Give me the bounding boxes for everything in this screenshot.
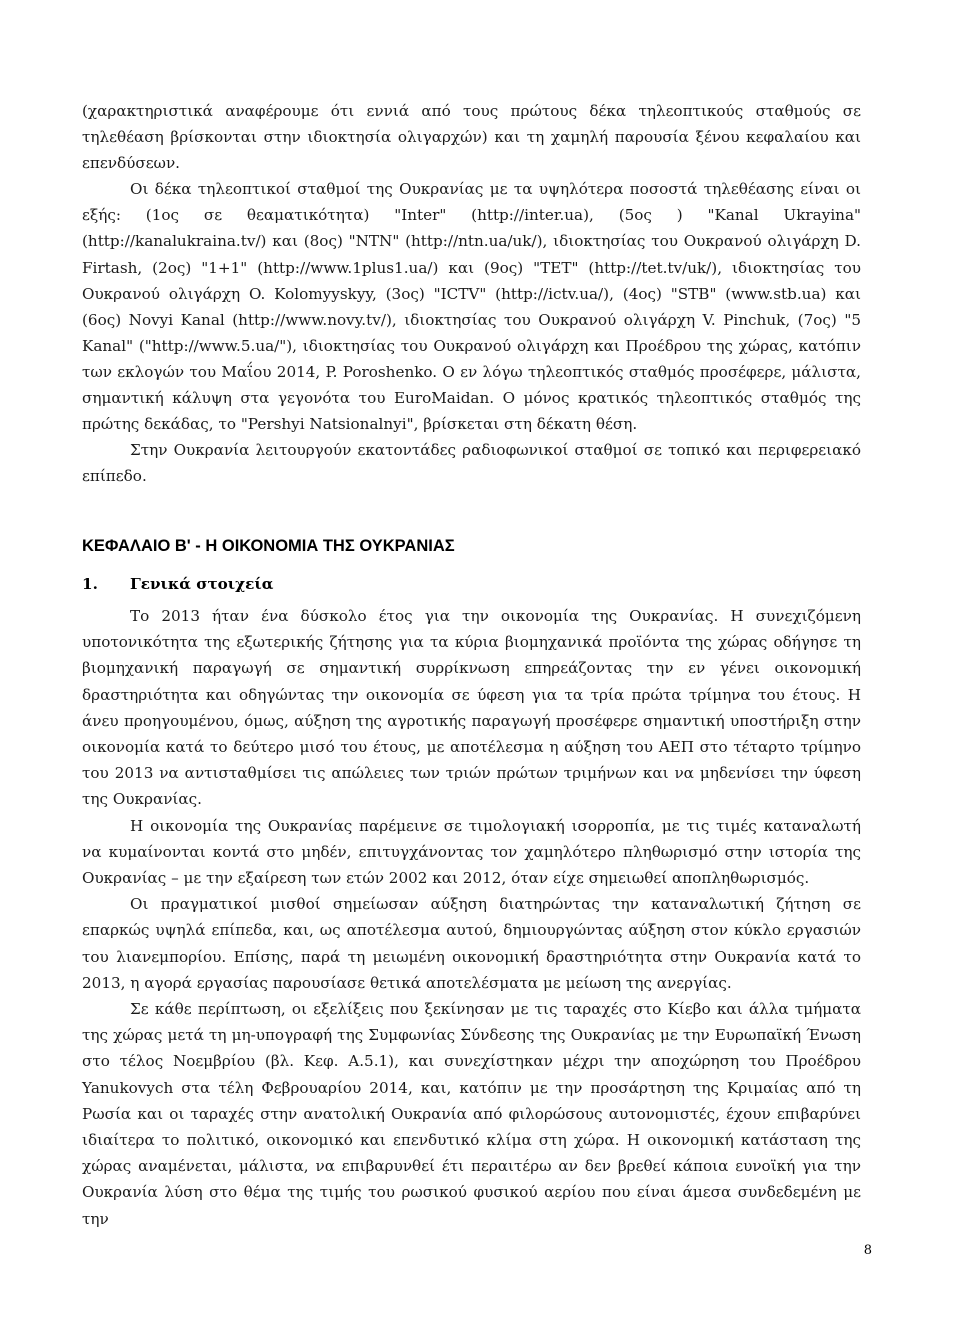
paragraph-wages: Οι πραγματικοί μισθοί σημείωσαν αύξηση διατηρώντας την καταναλωτική ζήτηση σε επαρκώς υψηλά επίπεδα, και, ως αποτέλεσμα αυτού, δημιουργώντας αύξηση στον κύκλο εργασιών του λιανεμπορίου. Επίσης, παρά τη μειωμένη οικονομική δραστηριότητα στην Ουκρανία κατά το 2013, η αγορά εργασίας παρουσίασε θετικά αποτελέσματα με μείωση της ανεργίας. — [82, 895, 861, 992]
paragraph-radio: Στην Ουκρανία λειτουργούν εκατοντάδες ραδιοφωνικοί σταθμοί σε τοπικό και περιφερειακό επίπεδο. — [82, 441, 861, 486]
page-number: 8 — [863, 1243, 872, 1258]
paragraph-developments: Σε κάθε περίπτωση, οι εξελίξεις που ξεκίνησαν με τις ταραχές στο Κίεβο και άλλα τμήματα της χώρας μετά τη μη-υπογραφή της Συμφωνίας Σύνδεσης της Ουκρανίας με την Ευρωπαϊκή Ένωση στο τέλος Νοεμβρίου (βλ. Κεφ. Α.5.1), και συνεχίστηκαν μέχρι την αποχώρηση του Προέδρου Yanukovych στα τέλη Φεβρουαρίου 2014, και, κατόπιν με την προσάρτηση της Κριμαίας από τη Ρωσία και οι ταραχές στην ανατολική Ουκρανία από φιλορώσους αυτονομιστές, έχουν επιβαρύνει ιδιαίτερα το πολιτικό, οικονομικό και επενδυτικό κλίμα στη χώρα. Η οικονομική κατάσταση της χώρας αναμένεται, μάλιστα, να επιβαρυνθεί έτι περαιτέρω αν δεν βρεθεί κάποια ευνοϊκή για την Ουκρανία λύση στο θέμα της τιμής του ρωσικού φυσικού αερίου που είναι άμεσα συνδεδεμένη με την — [82, 1000, 861, 1228]
section-title: Γενικά στοιχεία — [130, 575, 274, 593]
continuation-text — [82, 98, 861, 489]
paragraph-economy-2013: Το 2013 ήταν ένα δύσκολο έτος για την οικονομία της Ουκρανίας. Η συνεχιζόμενη υποτονικότητα της εξωτερικής ζήτησης για τα κύρια βιομηχανικά προϊόντα της χώρας οδήγησε τη βιομηχανική παραγωγή σε σημαντική συρρίκνωση επηρεάζοντας την εν γένει οικονομική δραστηριότητα και οδηγώντας την οικονομία σε ύφεση για τα τρία πρώτα τρίμηνα του έτους. Η άνευ προηγουμένου, όμως, αύξηση της αγροτικής παραγωγή προσέφερε σημαντική υποστήριξη στην οικονομία κατά το δεύτερο μισό του έτους, με αποτέλεσμα η αύξηση του ΑΕΠ στο τέταρτο τρίμηνο του 2013 να αντισταθμίσει τις απώλειες των τριών πρώτων τριμήνων και να μηδενίσει την ύφεση της Ουκρανίας. — [82, 607, 861, 809]
paragraph-continued: (χαρακτηριστικά αναφέρουμε ότι εννιά από τους πρώτους δέκα τηλεοπτικούς σταθμούς σε τηλεθέαση βρίσκονται στην ιδιοκτησία ολιγαρχών) και τη χαμηλή παρουσία ξένου κεφαλαίου και επενδύσεων. — [82, 102, 861, 173]
body-text — [82, 603, 861, 1232]
section-heading — [82, 575, 273, 593]
paragraph-tv-stations: Οι δέκα τηλεοπτικοί σταθμοί της Ουκρανίας με τα υψηλότερα ποσοστά τηλεθέασης είναι οι εξής: (1ος σε θεαματικότητα) "Inter" (http://inter.ua), (5ος ) "Kanal Ukrayina" (http://kanalukraina.tv/) και (8ος) "NTN" (http://ntn.ua/uk/), ιδιοκτησίας του Ουκρανού ολιγάρχη D. Firtash, (2ος) "1+1" (http://www.1plus1.ua/) και (9ος) "TET" (http://tet.tv/uk/), ιδιοκτησίας του Ουκρανού ολιγάρχη O. Kolomyyskyy, (3ος) "ICTV" (http://ictv.ua/), (4ος) "STB" (www.stb.ua) και (6ος) Novyi Kanal (http://www.novy.tv/), ιδιοκτησίας του Ουκρανού ολιγάρχη V. Pinchuk, (7ος) "5 Kanal" ("http://www.5.ua/"), ιδιοκτησίας του Ουκρανού ολιγάρχη και Προέδρου της χώρας, κατόπιν των εκλογών του Μαΐου 2014, P. Poroshenko. Ο εν λόγω τηλεοπτικός σταθμός προσέφερε, μάλιστα, σημαντική κάλυψη στα γεγονότα του EuroMaidan. Ο μόνος κρατικός τηλεοπτικός σταθμός της πρώτης δεκάδας, το "Pershyi Natsionalnyi", βρίσκεται στη δέκατη θέση. — [82, 180, 861, 434]
chapter-heading: ΚΕΦΑΛΑΙΟ Β' - Η ΟΙΚΟΝΟΜΙΑ ΤΗΣ ΟΥΚΡΑΝΙΑΣ — [82, 537, 455, 555]
section-number: 1. — [82, 575, 98, 593]
paragraph-prices: Η οικονομία της Ουκρανίας παρέμεινε σε τιμολογιακή ισορροπία, με τις τιμές καταναλωτή να κυμαίνονται κοντά στο μηδέν, επιτυγχάνοντας τον χαμηλότερο πληθωρισμό στην ιστορία της Ουκρανίας – με την εξαίρεση των ετών 2002 και 2012, όταν είχε σημειωθεί αποπληθωρισμός. — [82, 816, 861, 888]
